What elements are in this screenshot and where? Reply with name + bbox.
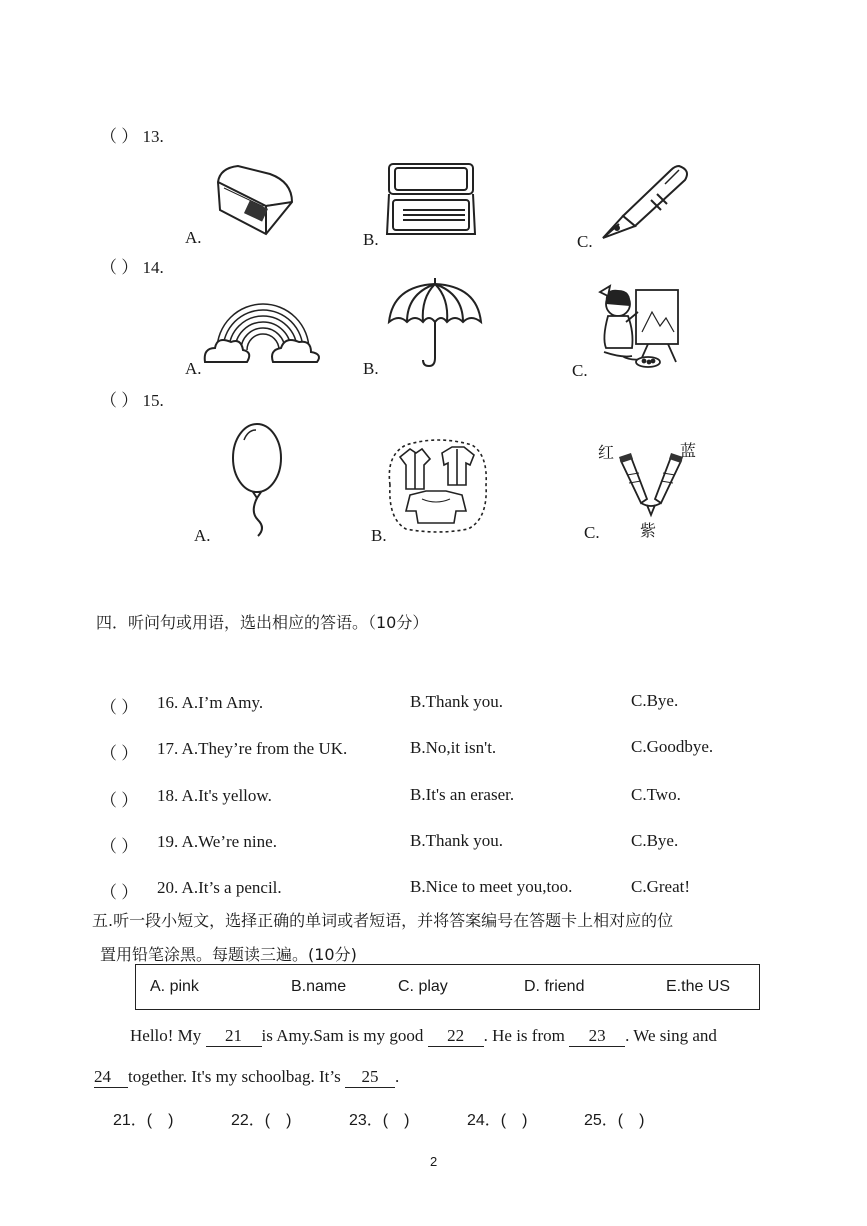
item-20-option-a: 20. A.It’s a pencil. <box>157 878 282 897</box>
answer-slot-25[interactable]: 25．( ) <box>584 1112 645 1129</box>
item-19-option-b: B.Thank you. <box>410 831 504 850</box>
option-c-label: C. <box>577 232 593 251</box>
option-b-label: B. <box>371 526 387 545</box>
question-15-number: （ ） 15. <box>100 391 164 410</box>
umbrella-icon <box>385 278 485 370</box>
blank-22[interactable]: 22 <box>428 1026 484 1047</box>
answer-bracket-19[interactable]: （ ） <box>100 837 139 856</box>
item-16-option-c: C.Bye. <box>631 691 679 710</box>
option-a-label: A. <box>185 228 202 247</box>
item-19-option-c: C.Bye. <box>631 831 679 850</box>
word-bank-item: D. friend <box>524 978 585 995</box>
blank-25[interactable]: 25 <box>345 1067 395 1088</box>
question-13-number: （ ） 13. <box>100 127 164 146</box>
paint-label-blue: 蓝 <box>680 441 697 460</box>
answer-bracket-18[interactable]: （ ） <box>100 791 139 810</box>
section-4-heading: 四．听问句或用语，选出相应的答语。（10分） <box>96 613 429 632</box>
item-18-option-b: B.It's an eraser. <box>410 785 515 804</box>
option-b-label: B. <box>363 359 379 378</box>
word-bank-item: C. play <box>398 978 448 995</box>
rainbow-icon <box>203 290 323 370</box>
blank-21[interactable]: 21 <box>206 1026 262 1047</box>
option-c-label: C. <box>572 361 588 380</box>
answer-slot-22[interactable]: 22．( ) <box>231 1112 292 1129</box>
option-a-label: A. <box>194 526 211 545</box>
clothes-icon <box>386 435 490 535</box>
question-14-number: （ ） 14. <box>100 258 164 277</box>
item-18-option-a: 18. A.It's yellow. <box>157 786 272 805</box>
item-17-option-b: B.No,it isn't. <box>410 738 497 757</box>
blank-23[interactable]: 23 <box>569 1026 625 1047</box>
girl-painting-icon <box>592 282 687 372</box>
paint-label-red: 红 <box>598 443 615 462</box>
section-5-heading-line-1: 五.听一段小短文，选择正确的单词或者短语，并将答案编号在答题卡上相对应的位 <box>92 911 674 930</box>
answer-bracket[interactable]: （ ） <box>100 127 139 146</box>
answer-slot-24[interactable]: 24．( ) <box>467 1112 528 1129</box>
balloon-icon <box>222 420 292 540</box>
word-bank-item: E.the US <box>666 978 731 995</box>
pencil-case-icon <box>385 160 477 240</box>
item-16-option-b: B.Thank you. <box>410 692 504 711</box>
eraser-icon <box>210 160 300 240</box>
blank-24[interactable]: 24 <box>94 1067 128 1088</box>
paint-label-purple: 紫 <box>640 521 657 540</box>
item-19-option-a: 19. A.We’re nine. <box>157 832 277 851</box>
answer-bracket-16[interactable]: （ ） <box>100 698 139 717</box>
passage-line-1: Hello! My 21 is Amy.Sam is my good 22 . He is from 23 . We sing and <box>130 1026 717 1045</box>
item-20-option-c: C.Great! <box>631 877 691 896</box>
answer-bracket[interactable]: （ ） <box>100 391 139 410</box>
answer-bracket-17[interactable]: （ ） <box>100 744 139 763</box>
option-c-label: C. <box>584 523 600 542</box>
option-a-label: A. <box>185 359 202 378</box>
passage-line-2: 24 together. It's my schoolbag. It’s 25 . <box>94 1067 400 1086</box>
item-17-option-a: 17. A.They’re from the UK. <box>157 739 348 758</box>
item-16-option-a: 16. A.I’m Amy. <box>157 693 264 712</box>
word-bank-item: B.name <box>291 978 347 995</box>
word-bank-item: A. pink <box>150 978 199 995</box>
item-17-option-c: C.Goodbye. <box>631 737 714 756</box>
item-20-option-b: B.Nice to meet you,too. <box>410 877 573 896</box>
option-b-label: B. <box>363 230 379 249</box>
answer-bracket[interactable]: （ ） <box>100 258 139 277</box>
answer-slot-23[interactable]: 23．( ) <box>349 1112 410 1129</box>
answer-bracket-20[interactable]: （ ） <box>100 883 139 902</box>
word-bank <box>135 964 760 1010</box>
fountain-pen-icon <box>595 160 695 245</box>
section-5-heading-line-2: 置用铅笔涂黑。每题读三遍。(10分) <box>100 945 357 964</box>
page-number: 2 <box>430 1154 438 1169</box>
answer-slot-21[interactable]: 21．( ) <box>113 1112 174 1129</box>
item-18-option-c: C.Two. <box>631 785 681 804</box>
